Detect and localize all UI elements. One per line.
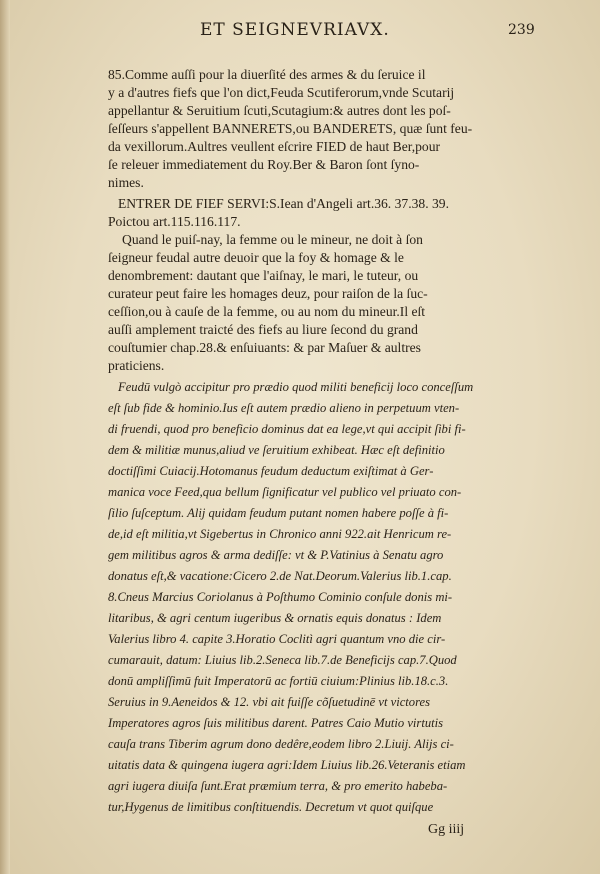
latin-line: eſt ſub fide & hominio.Ius eſt autem prædio alieno in perpetuum vten- — [108, 401, 460, 415]
latin-line: Valerius libro 4. capite 3.Horatio Coclitì agri quantum vno die cir- — [108, 632, 446, 646]
french-line: Poictou art.115.116.117. — [108, 214, 241, 229]
latin-line: dem & militiæ munus,aliud ve ſeruitium exhibeat. Hæc eſt definitio — [108, 443, 445, 457]
running-title: ET SEIGNEVRIAVX. — [200, 20, 390, 40]
latin-line: gem militibus agros & arma dediſſe: vt & P.Vatinius à Senatu agro — [108, 548, 444, 562]
latin-line: donū ampliſſimū fuit Imperatorū ac fortiū ciuium:Plinius lib.18.c.3. — [108, 674, 449, 688]
latin-line: cumarauit, datum: Liuius lib.2.Seneca lib.7.de Beneficijs cap.7.Quod — [108, 653, 457, 667]
latin-line: cauſa trans Tiberim agrum dono dedêre,eodem libro 2.Liuij. Alijs ci- — [108, 737, 454, 751]
latin-line: litaribus, & agri centum iugeribus & ornatis equis donatus : Idem — [108, 611, 442, 625]
latin-line: donatus eſt,& vacatione:Cicero 2.de Nat.Deorum.Valerius lib.1.cap. — [108, 569, 452, 583]
signature-mark: Gg iiij — [428, 822, 465, 837]
page-header — [0, 20, 600, 44]
french-line: ſeigneur feudal autre deuoir que la foy & homage & le — [108, 250, 404, 265]
french-line: nimes. — [108, 175, 144, 190]
latin-line: doctiſſimi Cuiacij.Hotomanus feudum deductum exiſtimat à Ger- — [108, 464, 434, 478]
latin-line: 8.Cneus Marcius Coriolanus à Poſthumo Cominio conſule donis mi- — [108, 590, 453, 604]
french-line: couſtumier chap.28.& enſuiuants: & par Maſuer & aultres — [108, 340, 421, 355]
french-line: denombrement: dautant que l'aiſnay, le mari, le tuteur, ou — [108, 268, 419, 283]
latin-line: Seruius in 9.Aeneidos & 12. vbi ait fuiſſe cõſuetudinē vt victores — [108, 695, 431, 709]
binding-gutter — [0, 0, 10, 874]
french-line: curateur peut faire les homages deuz, pour raiſon de la ſuc- — [108, 286, 428, 301]
french-line: ſeſſeurs s'appellent BANNERETS,ou BANDERETS, quæ ſunt feu- — [108, 121, 473, 136]
french-line: ceſſion,ou à cauſe de la femme, ou au nom du mineur.Il eſt — [108, 304, 426, 319]
latin-line: Imperatores agros ſuis militibus darent. Patres Caio Mutio virtutis — [108, 716, 444, 730]
french-line: appellantur & Seruitium ſcuti,Scutagium:& autres dont les poſ- — [108, 103, 451, 118]
latin-line: de,id eſt militia,vt Sigebertus in Chronico anni 922.ait Henricum re- — [108, 527, 452, 541]
latin-line: manica voce Feed,qua bellum ſignificatur vel publico vel priuato con- — [108, 485, 462, 499]
latin-line: di fruendi, quod pro beneficio dominus dat ea lege,vt qui accipit ſibi fi- — [108, 422, 466, 436]
latin-line: Feudū vulgò accipitur pro prædio quod militi beneficij loco conceſſum — [118, 380, 474, 394]
french-line: 85.Comme auſſi pour la diuerſité des armes & du ſeruice il — [108, 67, 426, 82]
latin-line: uitatis data & quingena iugera agri:Idem Liuius lib.26.Veteranis etiam — [108, 758, 466, 772]
french-line: Quand le puiſ-nay, la femme ou le mineur, ne doit à ſon — [122, 232, 423, 247]
french-line: da vexillorum.Aultres veullent eſcrire FIED de haut Ber,pour — [108, 139, 441, 154]
page-number: 239 — [508, 22, 535, 38]
french-line: y a d'autres fiefs que l'on dict,Feuda Scutiferorum,vnde Scutarij — [108, 85, 455, 100]
french-line: auſſi amplement traicté des fiefs au liure ſecond du grand — [108, 322, 418, 337]
french-line: ſe releuer immediatement du Roy.Ber & Baron ſont ſyno- — [108, 157, 420, 172]
latin-line: tur,Hygenus de limitibus conſtituendis. Decretum vt quot quiſque — [108, 800, 434, 814]
french-line: ENTRER DE FIEF SERVI:S.Iean d'Angeli art.36. 37.38. 39. — [118, 196, 449, 211]
latin-line: ſilio ſuſceptum. Alij quidam feudum putant nomen habere poſſe à fi- — [108, 506, 449, 520]
french-line: praticiens. — [108, 358, 165, 373]
latin-line: agri iugera diuiſa ſunt.Erat præmium terra, & pro emerito habeba- — [108, 779, 448, 793]
